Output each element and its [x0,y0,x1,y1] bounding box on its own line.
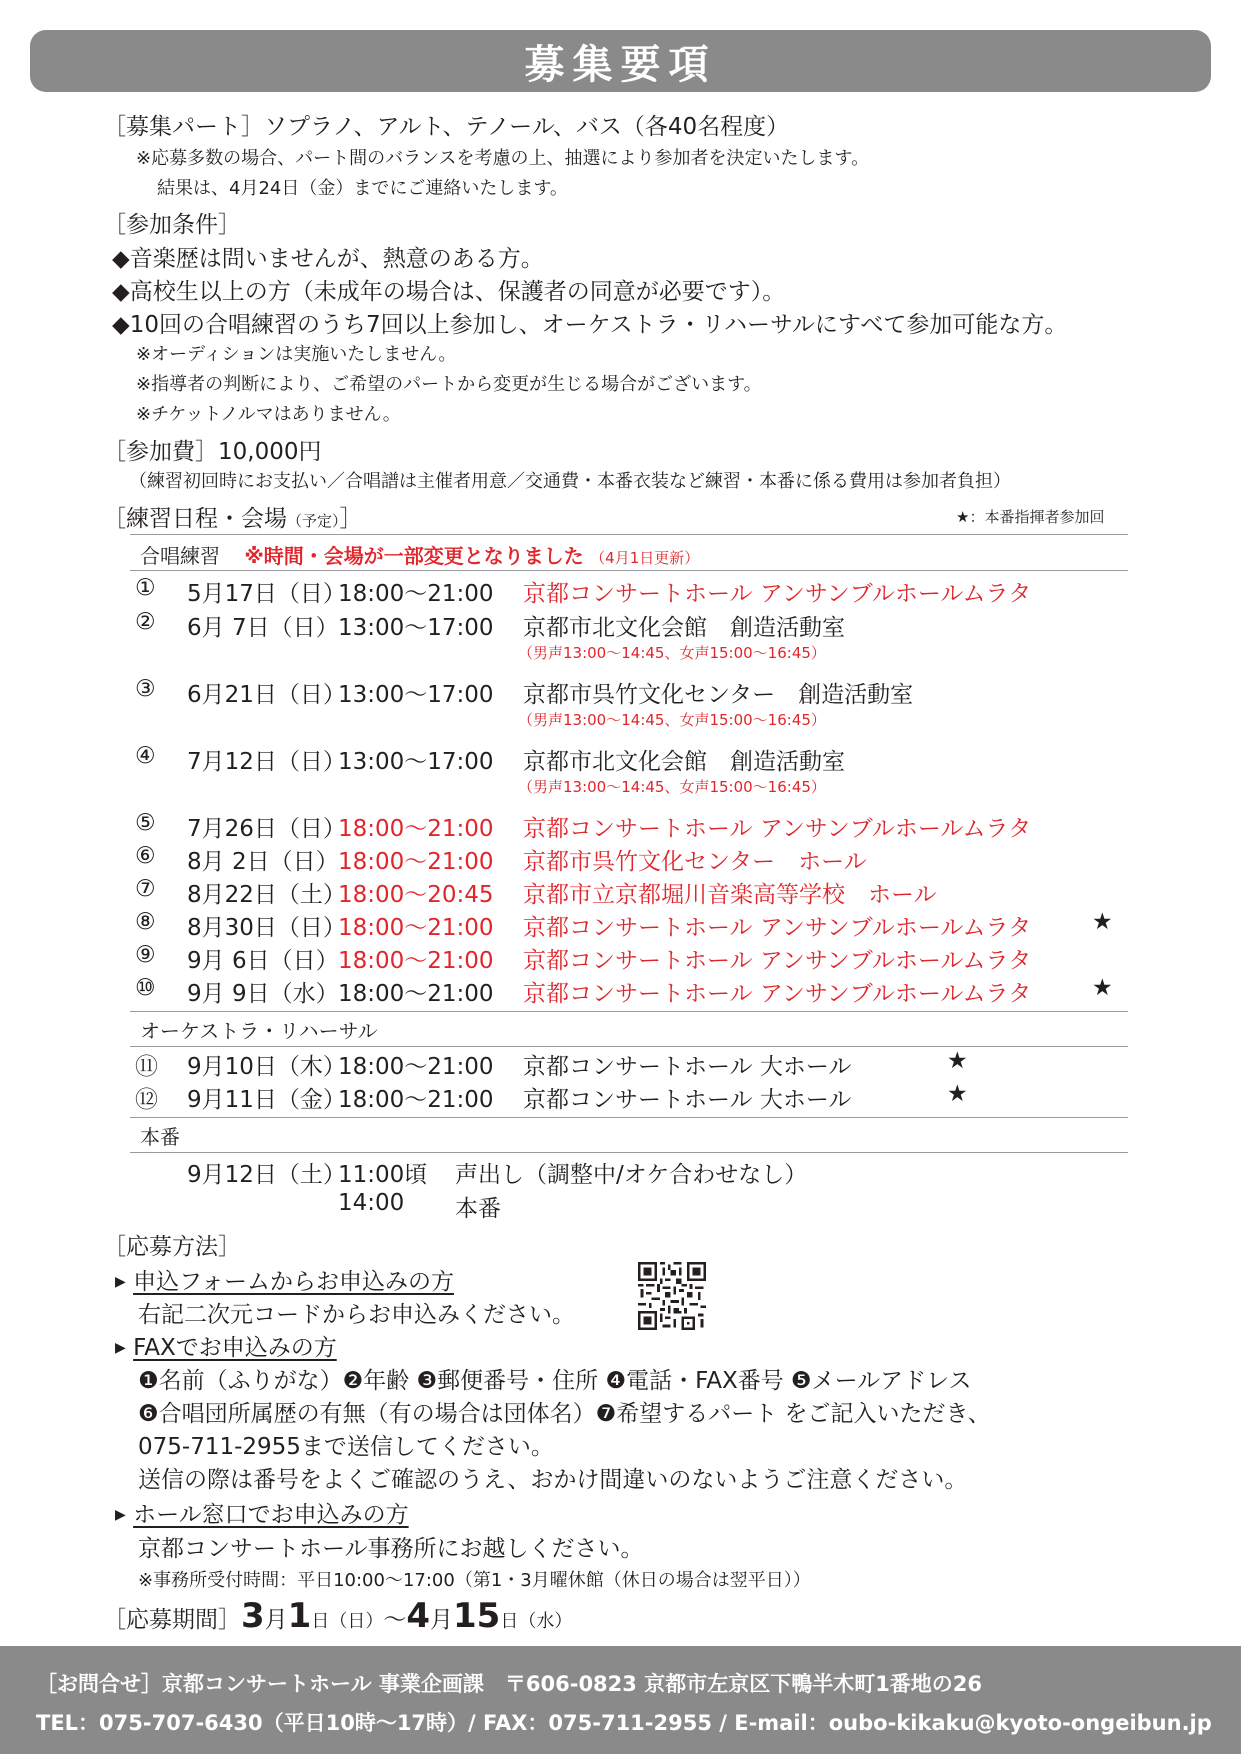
page-title: 募集要項 [30,30,1211,92]
triangle-right-icon: ▶ [115,1507,126,1523]
apply-window-text: 京都コンサートホール事務所にお越しください。 [138,1536,644,1562]
apply-fax-line: 送信の際は番号をよくご確認のうえ、おかけ間違いのないようご注意ください。 [138,1467,968,1493]
apply-heading: ［応募方法］ [103,1234,241,1260]
conditions-heading: ［参加条件］ [103,212,241,238]
condition-item: ◆音楽歴は問いませんが、熱意のある方。 [112,246,544,272]
qr-code-icon[interactable] [638,1262,706,1330]
star-icon: ★ [1092,975,1113,1001]
divider [130,570,1128,571]
fee-heading: ［参加費］ [103,439,218,465]
apply-fax-line: 075-711-2955まで送信してください。 [138,1434,554,1460]
recruit-note-1: ※応募多数の場合、パート間のバランスを考慮の上、抽選により参加者を決定いたします。 [136,148,870,169]
schedule-sub-note: （男声13:00〜14:45、女声15:00〜16:45） [518,644,826,662]
recruit-section [103,108,789,141]
fee-note: （練習初回時にお支払い／合唱譜は主催者用意／交通費・本番衣装など練習・本番に係る費用は参加者負担） [129,471,1011,492]
condition-item: ◆10回の合唱練習のうち7回以上参加し、オーケストラ・リハーサルにすべて参加可能な方。 [112,312,1068,338]
update-date: （4月1日更新） [590,549,700,567]
recruit-heading: ［募集パート］ [103,114,264,140]
condition-note: ※指導者の判断により、ご希望のパートから変更が生じる場合がございます。 [136,374,762,395]
apply-window-title: ▶ ホール窓口でお申込みの方 [115,1502,409,1528]
divider [130,1046,1128,1047]
schedule-heading: ［練習日程・会場（予定）］ [103,506,363,532]
contact-address: ［お問合せ］京都コンサートホール 事業企画課 〒606-0823 京都市左京区下鴨半木町1番地の26 [36,1672,983,1696]
contact-phone-email[interactable]: TEL：075-707-6430（平日10時〜17時）/ FAX：075-711-2955 / E-mail：oubo-kikaku@kyoto-ongeibun.jp [36,1711,1212,1735]
apply-window-note: ※事務所受付時間：平日10:00〜17:00（第1・3月曜休館（休日の場合は翌平日）） [138,1570,811,1591]
star-legend: ★：本番指揮者参加回 [956,508,1105,526]
apply-form-text: 右記二次元コードからお申込みください。 [138,1302,575,1328]
performance-label: 本番 [140,1125,180,1149]
apply-fax-title: ▶ FAXでお申込みの方 [115,1335,337,1361]
apply-form-title: ▶ 申込フォームからお申込みの方 [115,1269,454,1295]
star-icon: ★ [1092,909,1113,935]
divider [130,1011,1128,1012]
triangle-right-icon: ▶ [115,1340,126,1356]
change-notice: ※時間・会場が一部変更となりました [244,544,584,568]
application-period: ［応募期間］3月1日（日）〜4月15日（水） [103,1596,573,1636]
schedule-sub-note: （男声13:00〜14:45、女声15:00〜16:45） [518,778,826,796]
condition-item: ◆高校生以上の方（未成年の場合は、保護者の同意が必要です）。 [112,279,786,305]
apply-fax-line: ❶名前（ふりがな）❷年齢 ❸郵便番号・住所 ❹電話・FAX番号 ❺メールアドレス [138,1368,972,1394]
fee-section [103,433,321,466]
condition-note: ※チケットノルマはありません。 [136,404,401,425]
recruit-note-2: 結果は、4月24日（金）までにご連絡いたします。 [157,178,568,199]
choir-practice-label: 合唱練習 ※時間・会場が一部変更となりました （4月1日更新） [140,544,700,568]
apply-fax-line: ❻合唱団所属歴の有無（有の場合は団体名）❼希望するパート をご記入いただき、 [138,1401,991,1427]
orchestra-rehearsal-label: オーケストラ・リハーサル [140,1019,378,1043]
schedule-sub-note: （男声13:00〜14:45、女声15:00〜16:45） [518,711,826,729]
contact-footer [0,1646,1241,1754]
divider [130,534,1128,535]
triangle-right-icon: ▶ [115,1274,126,1290]
divider [130,1152,1128,1153]
divider [130,1117,1128,1118]
recruit-parts: ソプラノ、アルト、テノール、バス（各40名程度） [264,114,790,140]
star-icon: ★ [947,1081,968,1107]
fee-amount: 10,000円 [218,439,322,465]
star-icon: ★ [947,1048,968,1074]
condition-note: ※オーディションは実施いたしません。 [136,344,457,365]
